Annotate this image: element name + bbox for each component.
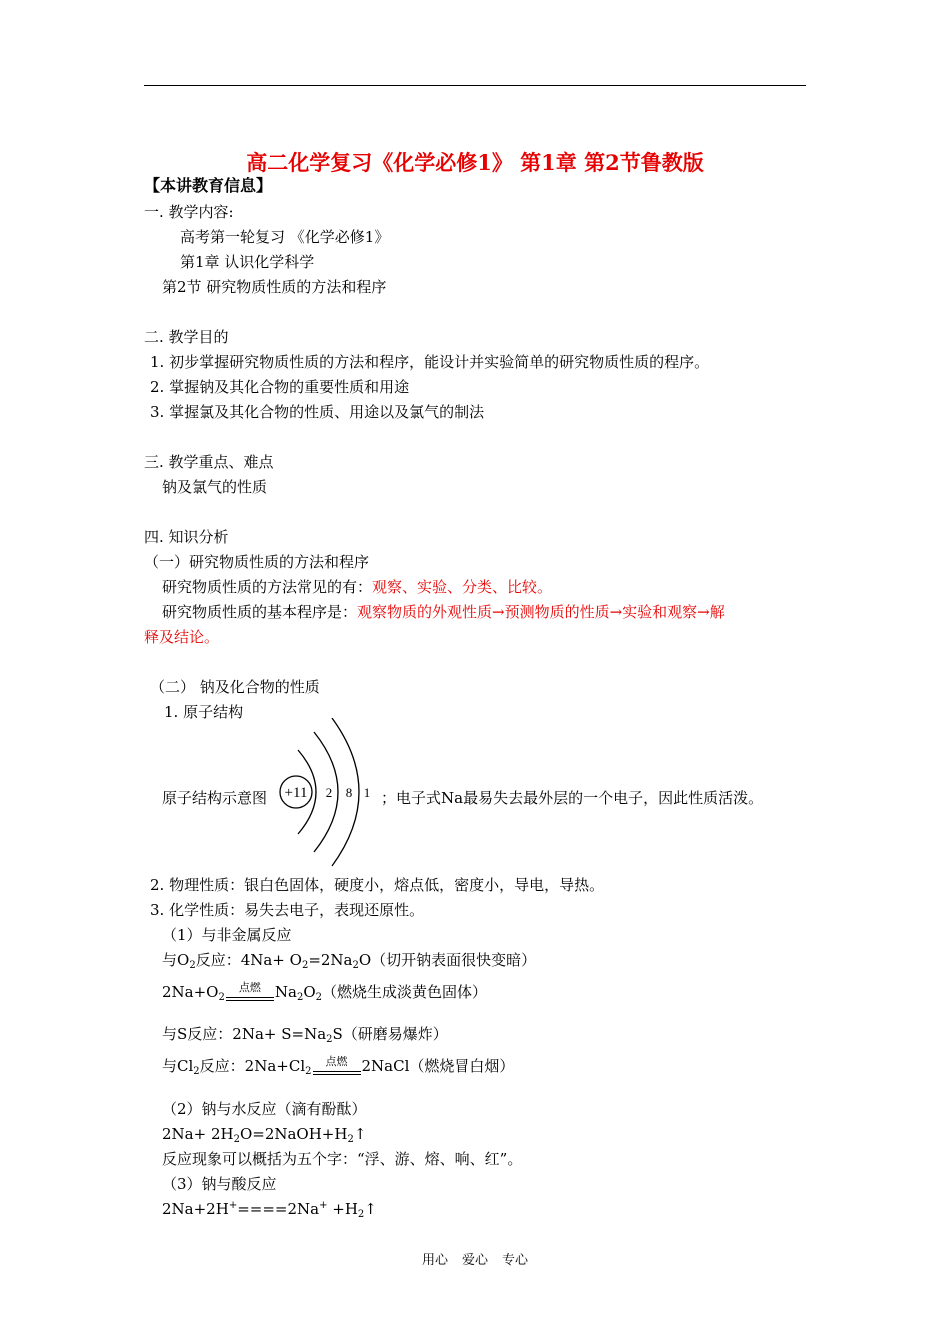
eq-subscript: 2 [218, 992, 225, 1003]
procedure-highlight: 观察物质的外观性质→预测物质的性质→实验和观察→解 [357, 603, 725, 621]
sodium-atom-diagram [276, 718, 376, 868]
section-2-item: 1. 初步掌握研究物质性质的方法和程序，能设计并实验简单的研究物质性质的程序。 [150, 353, 710, 371]
atomic-diagram-label: 原子结构示意图 [162, 789, 268, 807]
eq-text: +H [327, 1200, 358, 1218]
footer-word: 专心 [502, 1253, 529, 1268]
section-3-heading: 三. 教学重点、难点 [144, 453, 274, 471]
eq-text: =2Na [308, 951, 353, 969]
subsection-1-heading: （一）研究物质性质的方法和程序 [144, 553, 370, 571]
subsection-2-heading: （二） 钠及化合物的性质 [150, 678, 320, 696]
eq-subscript: 2 [352, 960, 359, 971]
reaction-s-line [162, 1024, 448, 1044]
header-rule [144, 85, 806, 86]
eq-text: Na [274, 983, 297, 1001]
page-footer [0, 1249, 950, 1268]
eq-subscript: 2 [357, 1209, 365, 1220]
equals-bar [313, 1071, 361, 1072]
eq-superscript: + [319, 1200, 328, 1211]
eq-text: 2Na+2H [162, 1200, 229, 1218]
eq-superscript: + [228, 1200, 238, 1211]
shell-electron-count: 1 [363, 785, 371, 800]
eq-note: （燃烧生成淡黄色固体） [322, 983, 488, 1001]
procedure-prefix: 研究物质性质的基本程序是： [162, 603, 358, 621]
methods-prefix: 研究物质性质的方法常见的有： [162, 578, 373, 596]
eq-subscript: 2 [296, 992, 304, 1003]
eq-subscript: 2 [193, 1066, 200, 1077]
eq-text: 2Na+ 2H [162, 1125, 234, 1143]
shell-electron-count: 8 [345, 785, 353, 800]
reaction-water-equation [162, 1124, 366, 1144]
methods-line [162, 577, 552, 597]
reaction-2-heading: （2）钠与水反应（滴有酚酞） [162, 1100, 367, 1118]
reaction-3-heading: （3）钠与酸反应 [162, 1175, 277, 1193]
section-2-item: 3. 掌握氯及其化合物的性质、用途以及氯气的制法 [150, 403, 485, 421]
reaction-cl2-line [162, 1056, 514, 1076]
eq-text: 与O [162, 951, 190, 969]
page-title: 高二化学复习《化学必修1》 第1章 第2节鲁教版 [246, 150, 704, 175]
atom-svg [276, 718, 376, 868]
nucleus-charge: +11 [284, 785, 308, 801]
reaction-o2-line [162, 950, 536, 970]
section-2-item: 2. 掌握钠及其化合物的重要性质和用途 [150, 378, 410, 396]
reaction-1-heading: （1）与非金属反应 [162, 926, 292, 944]
physical-properties: 2. 物理性质：银白色固体，硬度小，熔点低，密度小，导电，导热。 [150, 876, 605, 894]
section-1-line: 第1章 认识化学科学 [180, 253, 315, 271]
eq-text: 2NaCl（燃烧冒白烟） [361, 1057, 515, 1075]
section-1-line: 第2节 研究物质性质的方法和程序 [162, 278, 387, 296]
gas-arrow-icon: ↑ [364, 1200, 377, 1218]
eq-text: 与S反应：2Na+ S=Na [162, 1025, 327, 1043]
eq-subscript: 2 [233, 1134, 240, 1145]
section-3-text: 钠及氯气的性质 [162, 478, 268, 496]
eq-note: O（切开钠表面很快变暗） [358, 951, 537, 969]
ignition-condition [312, 1056, 362, 1076]
footer-word: 用心 [421, 1253, 448, 1268]
reaction-acid-equation [162, 1199, 377, 1219]
eq-subscript: 2 [301, 960, 309, 971]
eq-text: 反应：2Na+Cl [199, 1057, 306, 1075]
chemical-properties: 3. 化学性质：易失去电子，表现还原性。 [150, 901, 425, 919]
eq-subscript: 2 [315, 992, 322, 1003]
methods-highlight: 观察、实验、分类、比较。 [372, 578, 553, 596]
equals-bar [226, 997, 274, 998]
shell-electron-count: 2 [325, 785, 333, 800]
equals-bar [226, 1000, 274, 1001]
eq-text: O=2NaOH+H [239, 1125, 348, 1143]
eq-text: 与Cl [162, 1057, 194, 1075]
reaction-water-phenomenon: 反应现象可以概括为五个字：“浮、游、熔、响、红”。 [162, 1150, 523, 1168]
equals-bar [313, 1074, 361, 1075]
atomic-description: ；电子式Na最易失去最外层的一个电子，因此性质活泼。 [381, 789, 764, 807]
section-4-heading: 四. 知识分析 [144, 528, 229, 546]
eq-subscript: 2 [347, 1134, 354, 1145]
reaction-o2-combustion-line [162, 982, 487, 1002]
info-heading: 【本讲教育信息】 [144, 176, 273, 195]
section-1-line: 高考第一轮复习 《化学必修1》 [180, 228, 390, 246]
procedure-line [162, 602, 725, 622]
atomic-structure-heading: 1. 原子结构 [164, 703, 244, 721]
eq-subscript: 2 [189, 960, 196, 971]
eq-text: 2Na+O [162, 983, 219, 1001]
section-2-heading: 二. 教学目的 [144, 328, 229, 346]
eq-text: 反应：4Na+ O [195, 951, 302, 969]
ignition-condition [225, 982, 275, 1002]
condition-label: 点燃 [238, 981, 261, 994]
eq-text: O [303, 983, 316, 1001]
gas-arrow-icon: ↑ [353, 1125, 367, 1143]
section-1-heading: 一. 教学内容: [144, 203, 234, 221]
condition-label: 点燃 [325, 1055, 348, 1068]
eq-subscript: 2 [326, 1034, 333, 1045]
procedure-continued: 释及结论。 [144, 628, 220, 646]
eq-subscript: 2 [305, 1066, 312, 1077]
eq-note: S（研磨易爆炸） [332, 1025, 448, 1043]
footer-word: 爱心 [461, 1253, 488, 1268]
eq-text: ====2Na [237, 1200, 320, 1218]
